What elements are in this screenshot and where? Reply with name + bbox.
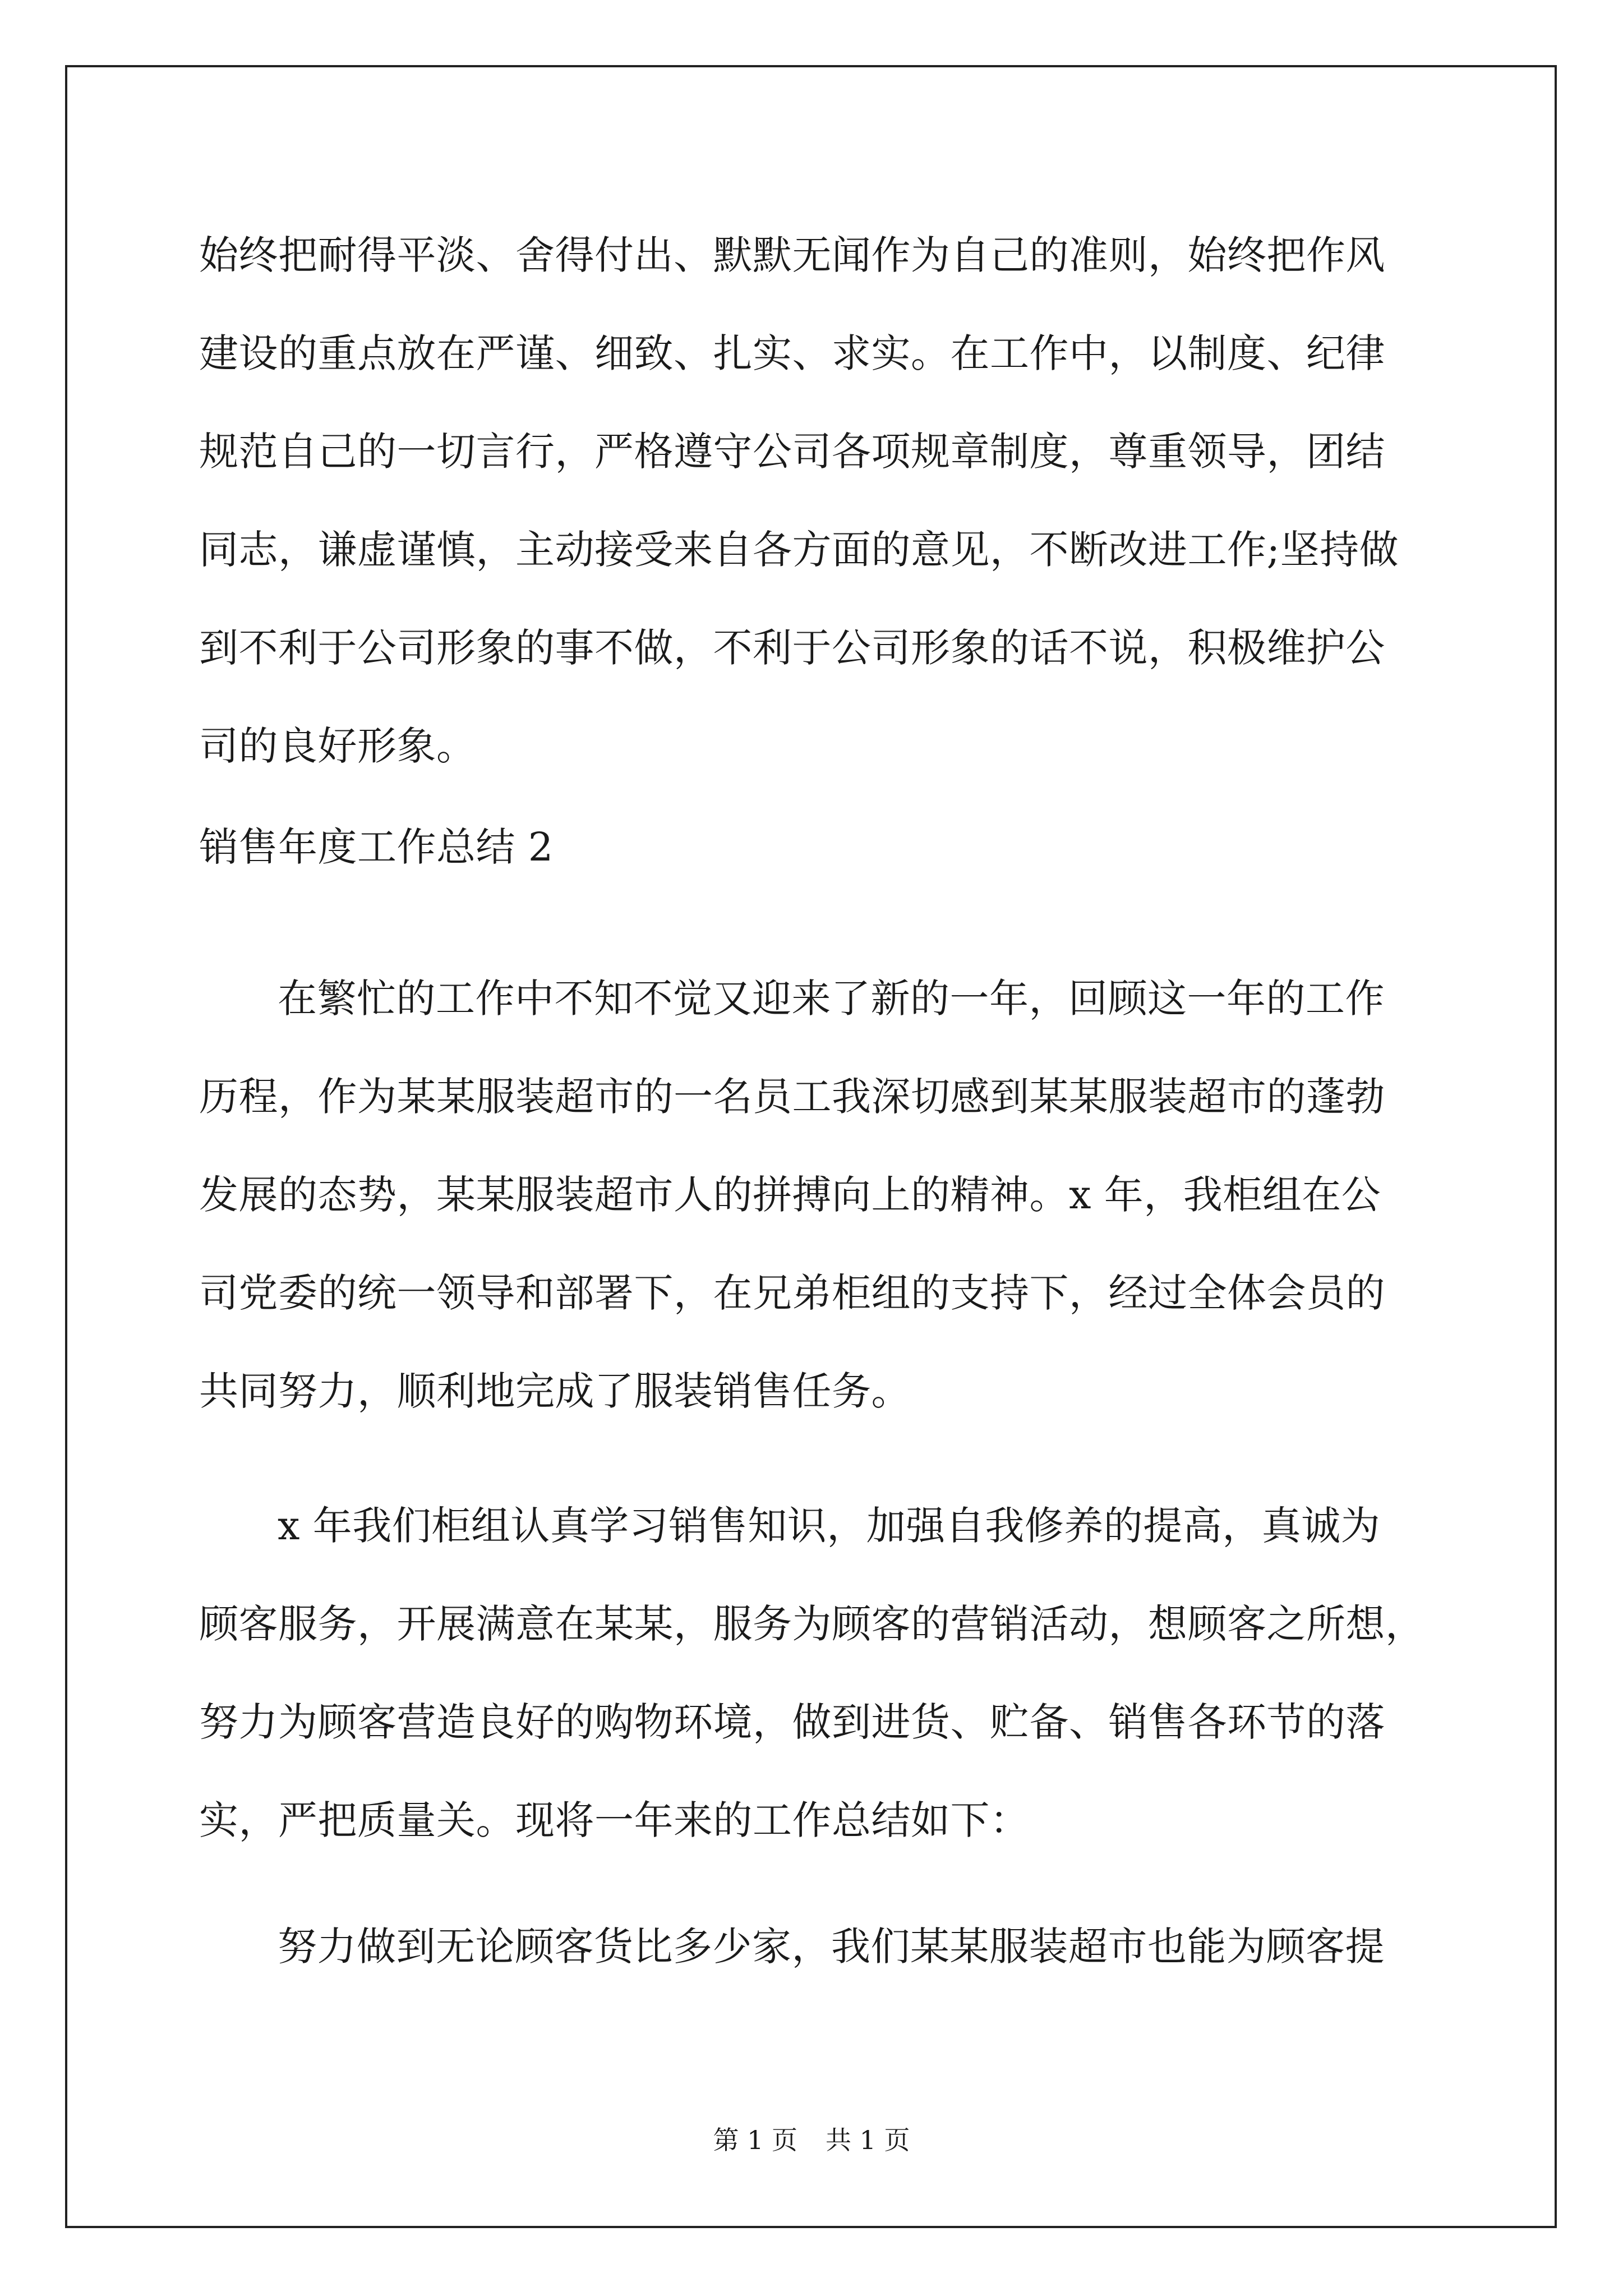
body-line: 建设的重点放在严谨、细致、扎实、求实。在工作中，以制度、纪律 <box>199 330 1385 376</box>
body-line: 顾客服务，开展满意在某某，服务为顾客的营销活动，想顾客之所想， <box>199 1601 1425 1647</box>
body-line: 共同努力，顺利地完成了服装销售任务。 <box>199 1368 911 1414</box>
body-line: 规范自己的一切言行，严格遵守公司各项规章制度，尊重领导，团结 <box>199 429 1385 475</box>
body-line: 历程，作为某某服装超市的一名员工我深切感到某某服装超市的蓬勃 <box>199 1074 1385 1120</box>
page-border <box>65 65 1557 2228</box>
body-line: 实，严把质量关。现将一年来的工作总结如下： <box>199 1797 1030 1843</box>
body-line: 到不利于公司形象的事不做，不利于公司形象的话不说，积极维护公 <box>199 625 1385 671</box>
body-line: 发展的态势，某某服装超市人的拼搏向上的精神。x 年，我柜组在公 <box>199 1172 1381 1218</box>
page-number: 第 1 页 <box>713 2125 797 2155</box>
section-heading: 销售年度工作总结 2 <box>199 824 554 870</box>
body-line: x 年我们柜组认真学习销售知识，加强自我修养的提高，真诚为 <box>278 1503 1381 1549</box>
body-line: 在繁忙的工作中不知不觉又迎来了新的一年，回顾这一年的工作 <box>278 976 1385 1022</box>
body-line: 努力为顾客营造良好的购物环境，做到进货、贮备、销售各环节的落 <box>199 1699 1385 1745</box>
body-line: 司的良好形象。 <box>199 723 476 769</box>
page-footer <box>0 2123 1623 2157</box>
body-line: 努力做到无论顾客货比多少家，我们某某服装超市也能为顾客提 <box>278 1924 1385 1970</box>
body-line: 司党委的统一领导和部署下，在兄弟柜组的支持下，经过全体会员的 <box>199 1270 1385 1316</box>
page-total: 共 1 页 <box>826 2125 910 2155</box>
body-line: 始终把耐得平淡、舍得付出、默默无闻作为自己的准则，始终把作风 <box>199 232 1385 278</box>
body-line: 同志，谦虚谨慎，主动接受来自各方面的意见，不断改进工作;坚持做 <box>199 527 1399 573</box>
